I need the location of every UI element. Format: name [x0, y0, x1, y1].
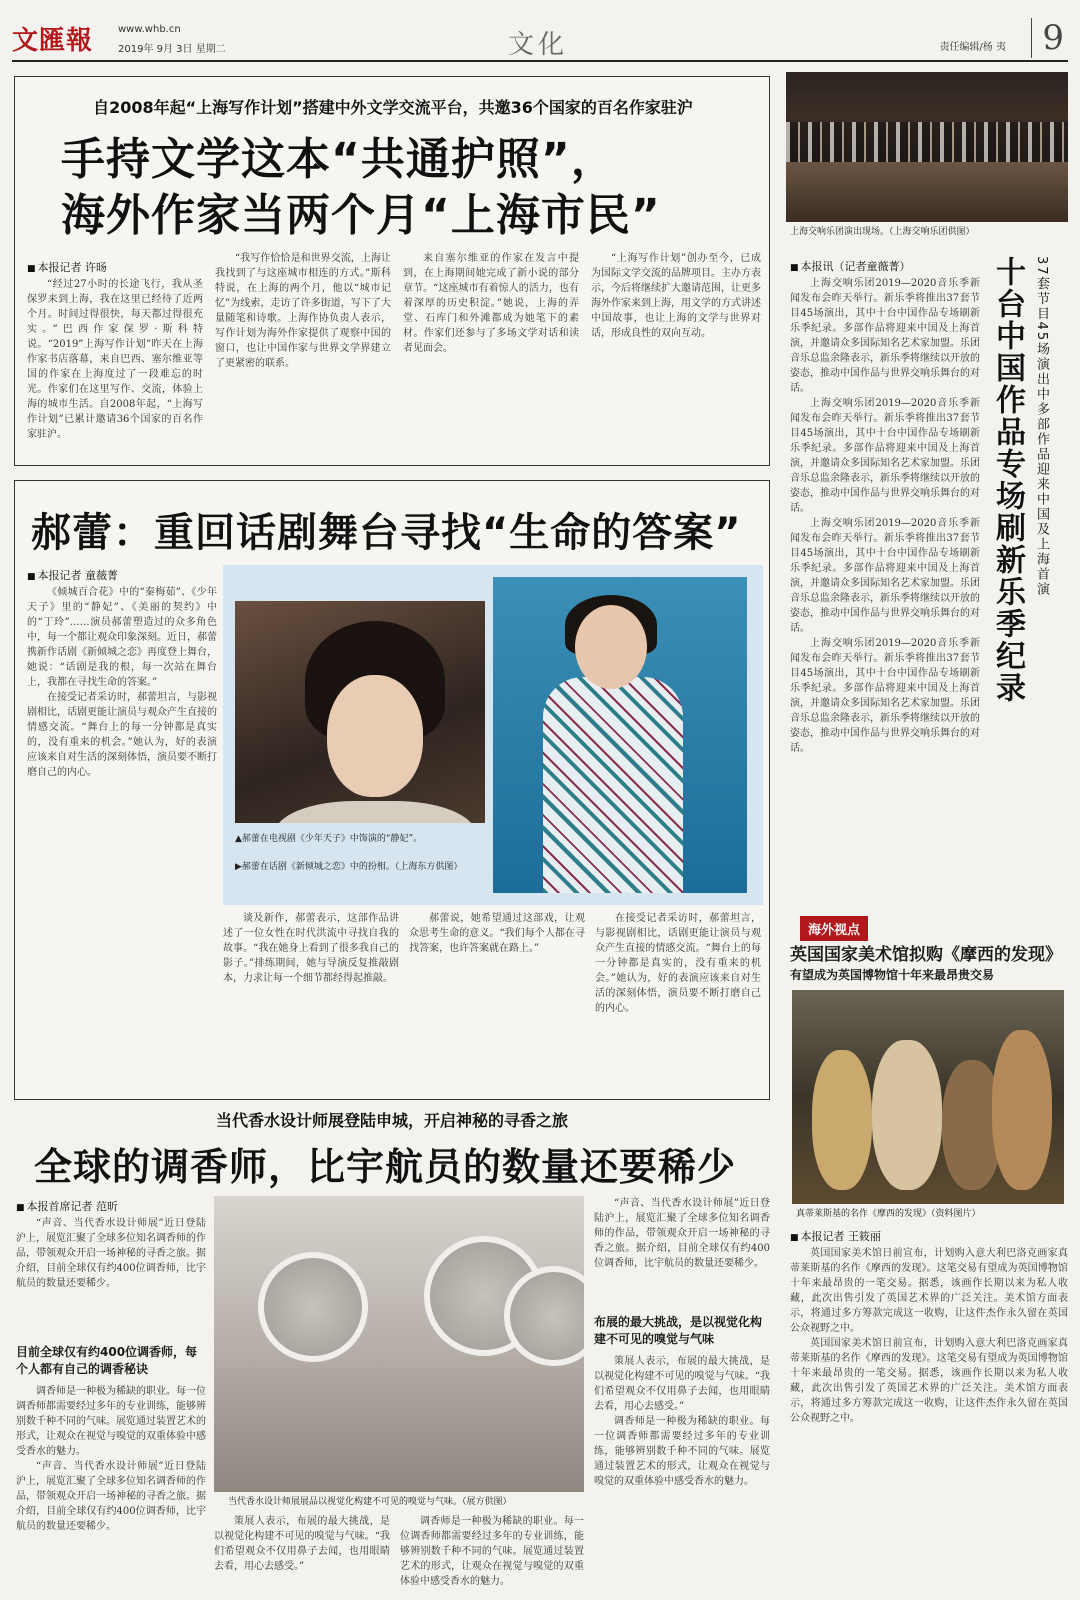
- art-body: 英国国家美术馆日前宣布，计划购入意大利巴洛克画家真蒂莱斯基的名作《摩西的发现》。这笔交易有望成为英国博物馆十年来最昂贵的一笔交易。据悉，该画作长期以来为私人收藏，此次出售引发了英国艺术界的广泛关注。美术馆方面表示，将通过多方筹款完成这一收购，让这件杰作永久留在英国公众视野之中。 英国国家美术馆日前宣布，计划购入意大利巴洛克画家真蒂莱斯基的名作《摩西的发现》。这笔交易有望成为英国博物馆十年来最昂贵的一笔交易。据悉，该画作长期以来为私人收藏，此次出售引发了英国艺术界的广泛关注。美术馆方面表示，将通过多方筹款完成这一收购，让这件杰作永久留在英国公众视野之中。: [790, 1248, 1068, 1424]
- story1-col-3: 来自塞尔维亚的作家在发言中提到，在上海期间她完成了新小说的部分章节。“这座城市有着惊人的活力，也有着深厚的历史积淀。”她说，上海的弄堂、石库门和外滩都成为她笔下的素材。作家们还参与了多场文学对话和读者见面会。: [403, 253, 579, 354]
- painting-photo: [792, 990, 1064, 1204]
- story3-subhead-2: 布展的最大挑战，是以视觉化构建不可见的嗅觉与气味: [594, 1315, 763, 1346]
- story3-col-5: “声音、当代香水设计师展”近日登陆沪上，展览汇聚了全球多位知名调香师的作品，带领观众开启一场神秘的寻香之旅。据介绍，目前全球仅有约400位调香师，比宇航员的数量还要稀少。: [594, 1198, 770, 1269]
- painting-caption: 真蒂莱斯基的名作《摩西的发现》（资料图片）: [796, 1209, 981, 1219]
- story3-title: 全球的调香师，比宇航员的数量还要稀少: [34, 1145, 737, 1189]
- story1-col-4: “上海写作计划”创办至今，已成为国际文学交流的品牌项目。主办方表示，今后将继续扩大邀请范围，让更多海外作家来到上海，用文学的方式讲述中国故事，也让上海的文学与世界对话，形成良性的双向互动。: [591, 253, 761, 339]
- story2-col-3: 郝蕾说，她希望通过这部戏，让观众思考生命的意义。“我们每个人都在寻找答案，也许答案就在路上。”: [409, 913, 585, 954]
- concert-byline: ■ 本报讯（记者童薇菁）: [790, 258, 970, 274]
- concert-vertical-subtitle: 37套节目45场演出中多部作品迎来中国及上海首演: [1034, 256, 1049, 598]
- art-title: 英国国家美术馆拟购《摩西的发现》: [790, 945, 1062, 965]
- story3-subhead-1: 目前全球仅有约400位调香师，每个人都有自己的调香秘诀: [16, 1345, 198, 1376]
- photo-caption-b: ▶郝蕾在话剧《新倾城之恋》中的扮相。（上海东方供图）: [235, 862, 463, 872]
- story2-col-4: 在接受记者采访时，郝蕾坦言，与影视剧相比，话剧更能让演员与观众产生直接的情感交流。“舞台上的每一分钟都是真实的，没有重来的机会。”她认为，好的表演应该来自对生活的深刻体悟，演员要不断打磨自己的内心。: [595, 913, 761, 1014]
- story3-col-2: 调香师是一种极为稀缺的职业。每一位调香师都需要经过多年的专业训练，能够辨别数千种不同的气味。展览通过装置艺术的形式，让观众在视觉与嗅觉的双重体验中感受香水的魅力。 “声音、当代香水设计师展”近日登陆沪上，展览汇聚了全球多位知名调香师的作品，带领观众开启一场神秘的寻香之旅。据介绍，目前全球仅有约400位调香师，比宇航员的数量还要稀少。: [16, 1386, 206, 1532]
- editor-credit: 责任编辑/杨 夷: [939, 42, 1006, 53]
- masthead: [12, 18, 1068, 62]
- story2-byline: ■ 本报记者 童薇菁: [27, 567, 118, 583]
- overseas-view-tag: 海外视点: [800, 916, 868, 941]
- story3-byline: ■ 本报首席记者 范昕: [16, 1198, 118, 1214]
- story2-photo-panel: [223, 565, 763, 905]
- story1-byline: ■ 本报记者 许旸: [27, 259, 107, 275]
- story3-col-3: 策展人表示，布展的最大挑战，是以视觉化构建不可见的嗅觉与气味。“我们希望观众不仅用鼻子去闻，也用眼睛去看，用心去感受。”: [214, 1516, 390, 1572]
- concert-body: 上海交响乐团2019—2020音乐季新闻发布会昨天举行。新乐季将推出37套节目45场演出，其中十台中国作品专场刷新乐季纪录。多部作品将迎来中国及上海首演，并邀请众多国际知名艺术家加盟。乐团音乐总监余隆表示，新乐季将继续以开放的姿态，推动中国作品与世界交响乐舞台的对话。 上海交响乐团2019—2020音乐季新闻发布会昨天举行。新乐季将推出37套节目45场演出，其中十台中国作品专场刷新乐季纪录。多部作品将迎来中国及上海首演，并邀请众多国际知名艺术家加盟。乐团音乐总监余隆表示，新乐季将继续以开放的姿态，推动中国作品与世界交响乐舞台的对话。 上海交响乐团2019—2020音乐季新闻发布会昨天举行。新乐季将推出37套节目45场演出，其中十台中国作品专场刷新乐季纪录。多部作品将迎来中国及上海首演，并邀请众多国际知名艺术家加盟。乐团音乐总监余隆表示，新乐季将继续以开放的姿态，推动中国作品与世界交响乐舞台的对话。 上海交响乐团2019—2020音乐季新闻发布会昨天举行。新乐季将推出37套节目45场演出，其中十台中国作品专场刷新乐季纪录。多部作品将迎来中国及上海首演，并邀请众多国际知名艺术家加盟。乐团音乐总监余隆表示，新乐季将继续以开放的姿态，推动中国作品与世界交响乐舞台的对话。: [790, 278, 980, 754]
- story1-title-line2: 海外作家当两个月“上海市民”: [61, 190, 661, 241]
- art-subtitle: 有望成为英国博物馆十年来最昂贵交易: [790, 968, 995, 982]
- newspaper-logo: 文匯報: [12, 26, 94, 56]
- story1-title-line1: 手持文学这本“共通护照”，: [61, 134, 616, 185]
- perfume-exhibit-photo: [214, 1196, 584, 1492]
- story3-kicker: 当代香水设计师展登陆申城，开启神秘的寻香之旅: [215, 1111, 568, 1130]
- orchestra-photo: [786, 72, 1068, 222]
- story3-col-4: 调香师是一种极为稀缺的职业。每一位调香师都需要经过多年的专业训练，能够辨别数千种不同的气味。展览通过装置艺术的形式，让观众在视觉与嗅觉的双重体验中感受香水的魅力。: [400, 1516, 584, 1587]
- story2-col-1: 《倾城百合花》中的“秦梅茹”、《少年天子》里的“静妃”、《美丽的契约》中的“丁玲”……演员郝蕾塑造过的众多角色中，每一个都让观众印象深刻。近日，郝蕾携新作话剧《新倾城之恋》再度登上舞台，她说：“话剧是我的根，每一次站在舞台上，我都在寻找生命的答案。” 在接受记者采访时，郝蕾坦言，与影视剧相比，话剧更能让演员与观众产生直接的情感交流。“舞台上的每一分钟都是真实的，没有重来的机会。”她认为，好的表演应该来自对生活的深刻体悟，演员要不断打磨自己的内心。: [27, 587, 217, 778]
- site-url[interactable]: www.whb.cn: [118, 24, 181, 35]
- opera-photo-stage: [493, 577, 747, 893]
- orchestra-caption: 上海交响乐团演出现场。（上海交响乐团供图）: [790, 227, 975, 237]
- story1-kicker: 自2008年起“上海写作计划”搭建中外文学交流平台，共邀36个国家的百名作家驻沪: [93, 98, 693, 117]
- issue-date: 2019年 9月 3日 星期二: [118, 44, 226, 55]
- story-perfume: [14, 1108, 770, 1592]
- concert-vertical-title: 十台中国作品专场刷新乐季纪录: [990, 256, 1025, 704]
- section-title: 文化: [508, 30, 569, 60]
- story-writing-program: [14, 76, 770, 466]
- photo-caption-a: ▲郝蕾在电视剧《少年天子》中饰演的“静妃”。: [235, 834, 423, 844]
- story2-col-2: 谈及新作，郝蕾表示，这部作品讲述了一位女性在时代洪流中寻找自我的故事。“我在她身上看到了很多我自己的影子。”排练期间，她与导演反复推敲剧本，力求让每一个细节都经得起推敲。: [223, 913, 399, 984]
- art-byline: ■ 本报记者 王筱丽: [790, 1228, 881, 1244]
- page-number: 9: [1031, 18, 1064, 58]
- story1-col-1: “经过27小时的长途飞行，我从圣保罗来到上海，我在这里已经待了近两个月。时间过得很快，每天都过得很充实。”巴西作家保罗·斯科特说。“2019”上海写作计划”昨天在上海作家书店落幕，来自巴西、塞尔维亚等国的作家在上海度过了一段难忘的时光。作家们在这里写作、交流，体验上海的城市生活。自2008年起，“上海写作计划”已累计邀请36个国家的百名作家驻沪。: [27, 279, 203, 440]
- story3-col-1: “声音、当代香水设计师展”近日登陆沪上，展览汇聚了全球多位知名调香师的作品，带领观众开启一场神秘的寻香之旅。据介绍，目前全球仅有约400位调香师，比宇航员的数量还要稀少。: [16, 1218, 206, 1289]
- opera-photo-jingfei: [235, 601, 485, 823]
- perfume-photo-caption: 当代香水设计师展展品以视觉化构建不可见的嗅觉与气味。（展方供图）: [228, 1497, 512, 1507]
- story3-col-6: 策展人表示，布展的最大挑战，是以视觉化构建不可见的嗅觉与气味。“我们希望观众不仅用鼻子去闻，也用眼睛去看，用心去感受。” 调香师是一种极为稀缺的职业。每一位调香师都需要经过多年的专业训练，能够辨别数千种不同的气味。展览通过装置艺术的形式，让观众在视觉与嗅觉的双重体验中感受香水的魅力。: [594, 1356, 770, 1487]
- story-hao-lei: [14, 480, 770, 1100]
- story1-col-2: “我写作恰恰是和世界交流，上海让我找到了与这座城市相连的方式。”斯科特说，在上海的两个月，他以“城市记忆”为线索，走访了许多街道，写下了大量随笔和诗歌。上海作协负责人表示，写作计划为海外作家提供了观察中国的窗口，也让中国作家与世界文学界建立了更紧密的联系。: [215, 253, 391, 369]
- story2-title: 郝蕾：重回话剧舞台寻找“生命的答案”: [31, 510, 742, 556]
